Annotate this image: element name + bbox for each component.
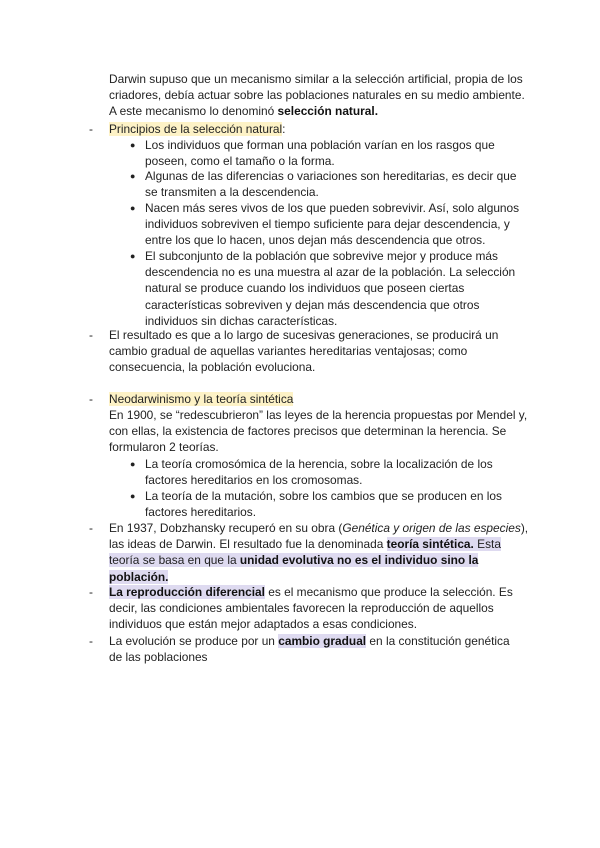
book-title: Genética y origen de las especies: [342, 521, 521, 535]
teoria-sintetica-term: teoría sintética.: [386, 537, 474, 552]
neo-heading: [109, 391, 529, 407]
reproduccion-paragraph: [109, 584, 521, 633]
cambio-gradual-term: cambio gradual: [278, 634, 367, 648]
evolucion-paragraph: [109, 633, 521, 665]
reproduccion-text: es el mecanismo que produce la selección. Es decir, las condiciones ambientales favorecen la reproducción de aquellos individuos que están mejor adaptados a esas condiciones.: [109, 585, 513, 632]
bullet-icon: ●: [130, 251, 136, 261]
bullet-icon: ●: [130, 491, 136, 501]
principios-bullet-1: Los individuos que forman una población varían en los rasgos que poseen, como el tamaño o la forma.: [145, 138, 495, 169]
neo-bullet-1: La teoría cromosómica de la herencia, sobre la localización de los factores hereditarios en los cromosomas.: [145, 457, 493, 488]
list-dash: -: [89, 521, 93, 535]
dobzhansky-text-1: En 1937, Dobzhansky recuperó en su obra (: [109, 521, 343, 535]
principios-heading-text: Principios de la selección natural: [109, 122, 283, 136]
evolucion-text-1: La evolución se produce por un: [109, 634, 279, 648]
principios-colon: :: [282, 122, 286, 136]
list-dash: -: [89, 634, 93, 648]
list-dash: -: [89, 122, 93, 136]
bullet-icon: ●: [130, 459, 136, 469]
principios-heading: [109, 121, 529, 137]
reproduccion-term: La reproducción diferencial: [109, 585, 265, 599]
intro-text: Darwin supuso que un mecanismo similar a la selección artificial, propia de los criadores, debía actuar sobre las poblaciones naturales en su medio ambiente. A este mecanismo lo denominó: [109, 72, 525, 119]
intro-paragraph: [109, 71, 525, 120]
principios-bullet-2: Algunas de las diferencias o variaciones son hereditarias, es decir que se transmiten a la descendencia.: [145, 169, 517, 200]
dobzhansky-text-2: ), las ideas de Darwin. El resultado fue la denominada: [109, 521, 529, 552]
bullet-icon: ●: [130, 171, 136, 181]
dobzhansky-paragraph: [109, 520, 531, 585]
neo-bullet-2: La teoría de la mutación, sobre los cambios que se producen en los factores hereditarios.: [145, 489, 502, 520]
neo-heading-text: Neodarwinismo y la teoría sintética: [109, 392, 294, 406]
principios-bullet-3: Nacen más seres vivos de los que pueden sobrevivir. Así, solo algunos individuos sobreviven el tiempo suficiente para dejar descendencia, y entre los que lo hacen, unos dejan más descendencia que otros.: [145, 201, 520, 248]
list-dash: -: [89, 328, 93, 342]
list-dash: -: [89, 392, 93, 406]
neo-paragraph: En 1900, se “redescubrieron” las leyes de la herencia propuestas por Mendel y, con ellas, la existencia de factores precisos que determinan la herencia. Se formularon 2 teorías.: [109, 408, 528, 455]
unidad-evolutiva-term: unidad evolutiva no es el individuo sino la población.: [109, 553, 479, 584]
resultado-paragraph: El resultado es que a lo largo de sucesivas generaciones, se producirá un cambio gradual de aquellas variantes hereditarias ventajosas; como consecuencia, la población evoluciona.: [109, 328, 499, 375]
evolucion-text-2: en la constitución genética de las poblaciones: [109, 634, 510, 665]
principios-bullet-4: El subconjunto de la población que sobrevive mejor y produce más descendencia no es una muestra al azar de la población. La selección natural se produce cuando los individuos que poseen ciertas características sobreviven y dejan más descendencia que otros individuos sin dichas características.: [145, 249, 516, 328]
dobzhansky-text-3: Esta teoría se basa en que la: [109, 537, 501, 568]
list-dash: -: [89, 585, 93, 599]
intro-bold-term: selección natural.: [277, 104, 378, 119]
bullet-icon: ●: [130, 203, 136, 213]
bullet-icon: ●: [130, 140, 136, 150]
